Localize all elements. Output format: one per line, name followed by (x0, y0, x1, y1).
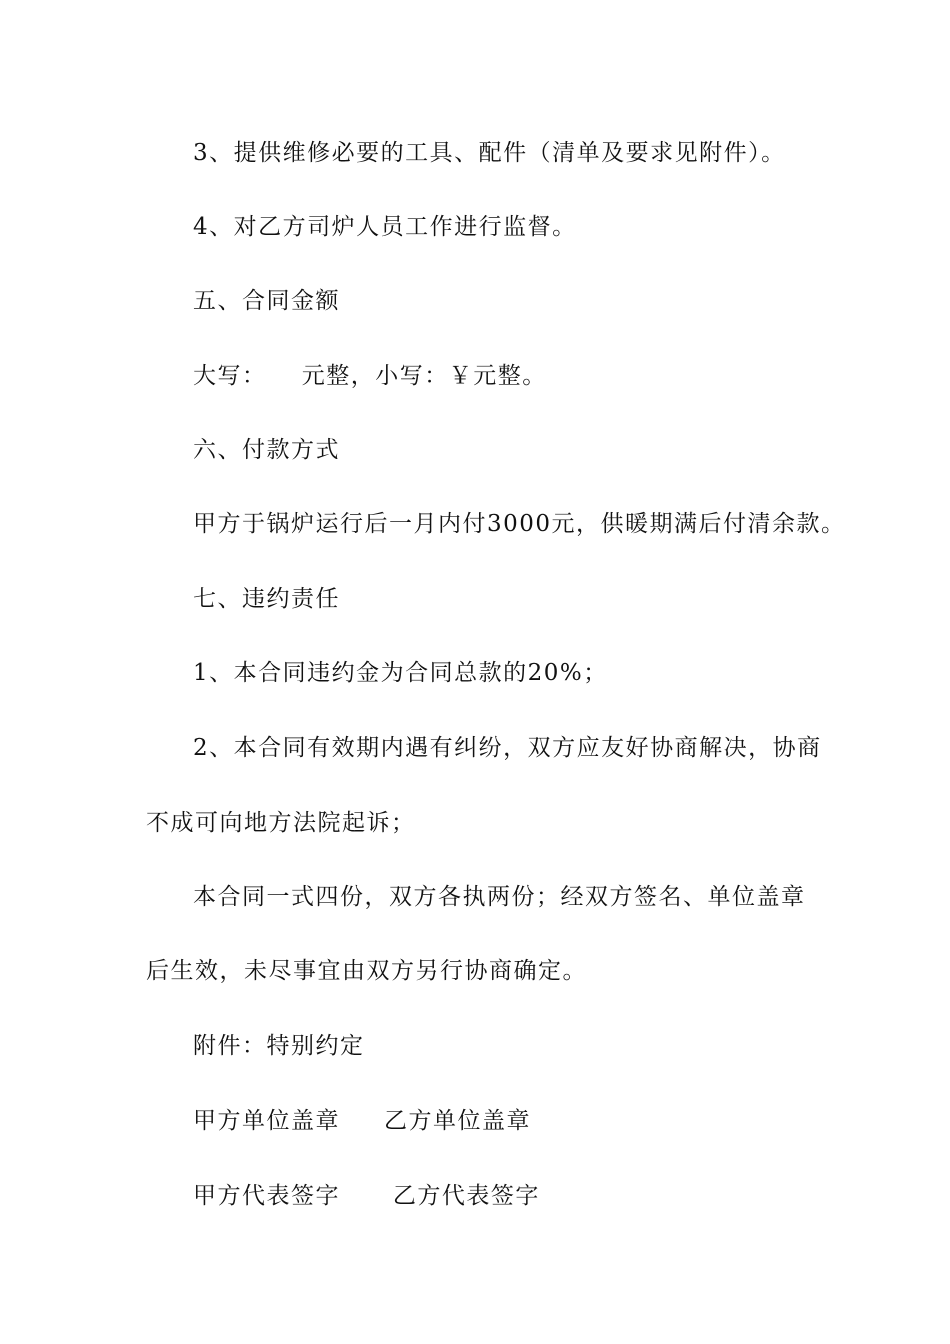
clause-supervise-staff: 4、对乙方司炉人员工作进行监督。 (193, 214, 577, 240)
signature-line: 甲方代表签字 乙方代表签字 (193, 1183, 540, 1209)
payment-terms-text: 甲方于锅炉运行后一月内付3000元，供暖期满后付清余款。 (193, 511, 846, 537)
amount-line: 大写： 元整，小写：￥元整。 (193, 363, 547, 389)
clause-penalty: 1、本合同违约金为合同总款的20%； (193, 660, 608, 686)
attachment-line: 附件：特别约定 (193, 1033, 365, 1059)
seal-line: 甲方单位盖章 乙方单位盖章 (193, 1108, 532, 1134)
copies-clause-line-1: 本合同一式四份，双方各执两份；经双方签名、单位盖章 (193, 884, 806, 910)
section-heading-payment-method: 六、付款方式 (193, 437, 340, 463)
clause-dispute-line-2: 不成可向地方法院起诉； (146, 810, 416, 836)
section-heading-contract-amount: 五、合同金额 (193, 288, 340, 314)
copies-clause-line-2: 后生效，未尽事宜由双方另行协商确定。 (146, 958, 587, 984)
clause-dispute-line-1: 2、本合同有效期内遇有纠纷，双方应友好协商解决，协商 (193, 735, 822, 761)
clause-provide-tools: 3、提供维修必要的工具、配件（清单及要求见附件）。 (193, 140, 786, 166)
section-heading-breach-liability: 七、违约责任 (193, 586, 340, 612)
